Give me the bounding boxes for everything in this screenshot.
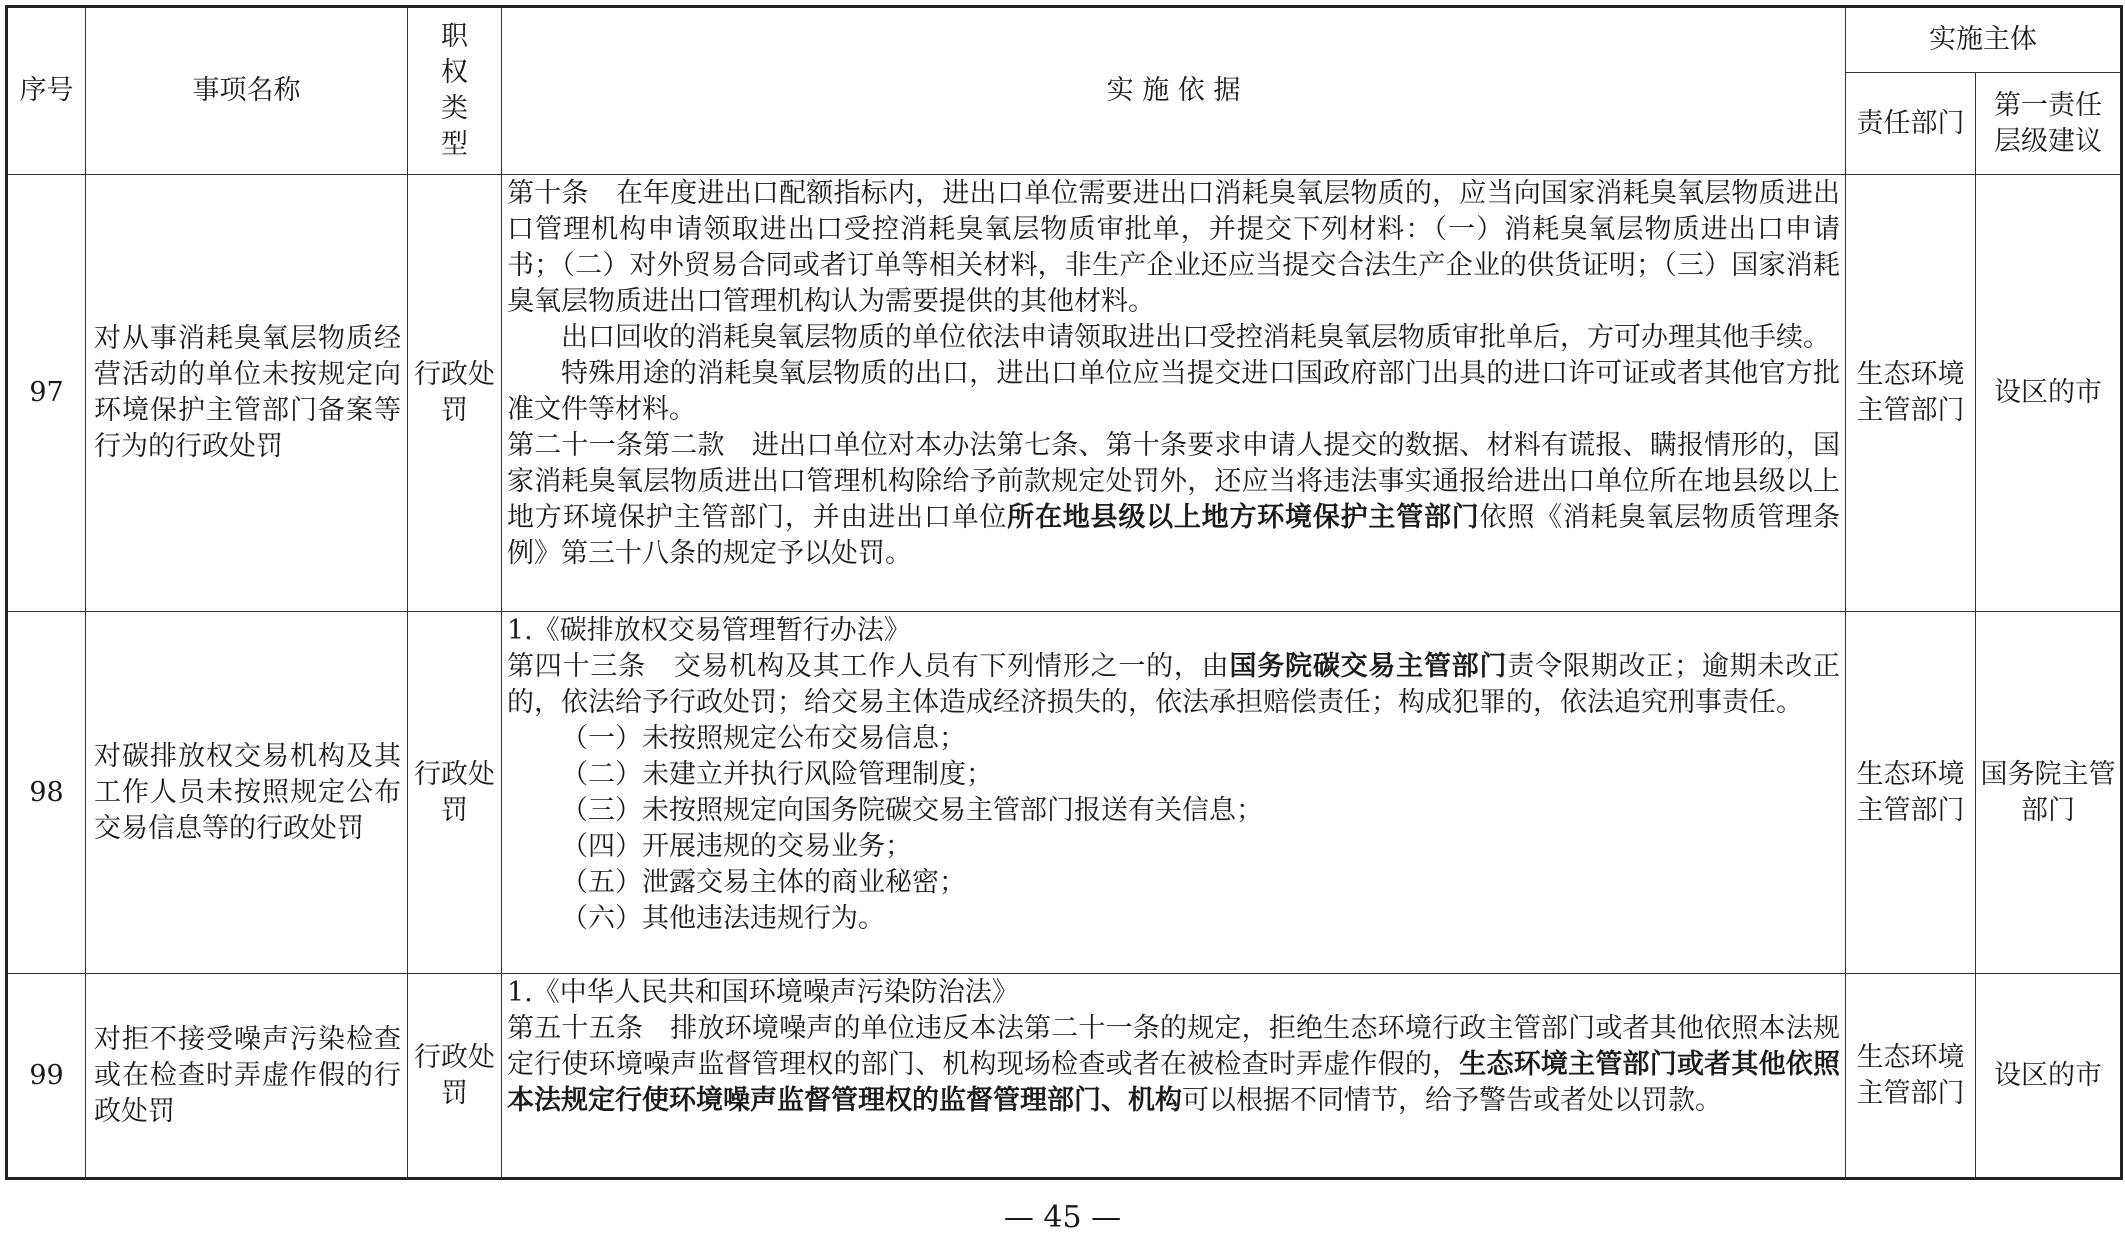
basis-paragraph [507, 428, 1840, 572]
row-basis [502, 175, 1846, 612]
basis-list-item: （六）其他违法违规行为。 [561, 903, 885, 934]
header-level: 第一责任层级建议 [1976, 73, 2122, 175]
row-type: 行政处罚 [408, 612, 502, 974]
basis-bold-text: 国务院碳交易主管部门 [1229, 651, 1508, 682]
basis-paragraph [507, 649, 1840, 721]
basis-text: 第五十五条 排放环境噪声的单位违反本法第二十一条的规定，拒绝生态环境行政主管部门或者其他依照本法规定行使环境噪声监督管理权的部门、机构现场检查或者在被检查时弄虚作假的， [507, 1013, 1840, 1080]
basis-text: 第四十三条 交易机构及其工作人员有下列情形之一的，由 [507, 651, 1230, 682]
enforcement-items-table [5, 5, 2123, 1180]
row-level: 国务院主管部门 [1976, 612, 2122, 974]
basis-list-item: （四）开展违规的交易业务； [561, 831, 912, 862]
basis-law-title: 1.《碳排放权交易管理暂行办法》 [507, 615, 911, 646]
basis-paragraph: 出口回收的消耗臭氧层物质的单位依法申请领取进出口受控消耗臭氧层物质审批单后，方可办理其他手续。 [561, 322, 1830, 353]
table-row [7, 175, 2122, 612]
basis-list-item: （一）未按照规定公布交易信息； [561, 723, 966, 754]
row-basis [502, 974, 1846, 1179]
basis-paragraph [507, 1011, 1840, 1119]
row-basis [502, 612, 1846, 974]
basis-paragraph: 特殊用途的消耗臭氧层物质的出口，进出口单位应当提交进口国政府部门出具的进口许可证或者其他官方批准文件等材料。 [507, 358, 1840, 425]
basis-text: 可以根据不同情节，给予警告或者处以罚款。 [1182, 1085, 1722, 1116]
basis-bold-text: 所在地县级以上地方环境保护主管部门 [1007, 502, 1480, 533]
basis-text: 第二十一条第二款 进出口单位对本办法第七条、第十条要求申请人提交的数据、材料有谎报、瞒报情形的，国家消耗臭氧层物质进出口管理机构除给予前款规定处罚外，还应当将违法事实通报给进出口单位所在地县级以上地方环境保护主管部门，并由进出口单位 [507, 430, 1840, 533]
row-item-name: 对从事消耗臭氧层物质经营活动的单位未按规定向环境保护主管部门备案等行为的行政处罚 [86, 175, 408, 612]
basis-paragraph: 第十条 在年度进出口配额指标内，进出口单位需要进出口消耗臭氧层物质的，应当向国家消耗臭氧层物质进出口管理机构申请领取进出口受控消耗臭氧层物质审批单，并提交下列材料：（一）消耗臭氧层物质进出口申请书；（二）对外贸易合同或者订单等相关材料，非生产企业还应当提交合法生产企业的供货证明；（三）国家消耗臭氧层物质进出口管理机构认为需要提供的其他材料。 [507, 178, 1840, 317]
row-level: 设区的市 [1976, 974, 2122, 1179]
row-level: 设区的市 [1976, 175, 2122, 612]
header-seq: 序号 [7, 7, 86, 175]
page-number: — 45 — [1003, 1200, 1122, 1235]
basis-list-item: （三）未按照规定向国务院碳交易主管部门报送有关信息； [561, 795, 1263, 826]
basis-law-title: 1.《中华人民共和国环境噪声污染防治法》 [507, 977, 1019, 1008]
header-name: 事项名称 [86, 7, 408, 175]
header-subject: 实施主体 [1846, 7, 2122, 73]
basis-list-item: （五）泄露交易主体的商业秘密； [561, 867, 966, 898]
row-type: 行政处罚 [408, 974, 502, 1179]
row-dept: 生态环境主管部门 [1846, 175, 1976, 612]
row-seq: 98 [7, 612, 86, 974]
table-row [7, 612, 2122, 974]
basis-list-item: （二）未建立并执行风险管理制度； [561, 759, 993, 790]
row-type: 行政处罚 [408, 175, 502, 612]
header-dept: 责任部门 [1846, 73, 1976, 175]
row-dept: 生态环境主管部门 [1846, 974, 1976, 1179]
row-dept: 生态环境主管部门 [1846, 612, 1976, 974]
header-basis: 实 施 依 据 [502, 7, 1846, 175]
basis-text: 责令限期改正；逾期未改正的，依法给予行政处罚；给交易主体造成经济损失的，依法承担赔偿责任；构成犯罪的，依法追究刑事责任。 [507, 651, 1841, 718]
row-item-name: 对拒不接受噪声污染检查或在检查时弄虚作假的行政处罚 [86, 974, 408, 1179]
header-type: 职权类型 [408, 7, 502, 175]
basis-text: 依照《消耗臭氧层物质管理条例》第三十八条的规定予以处罚。 [507, 502, 1841, 569]
row-item-name: 对碳排放权交易机构及其工作人员未按照规定公布交易信息等的行政处罚 [86, 612, 408, 974]
basis-bold-text: 生态环境主管部门或者其他依照本法规定行使环境噪声监督管理权的监督管理部门、机构 [507, 1049, 1841, 1116]
row-seq: 99 [7, 974, 86, 1179]
row-seq: 97 [7, 175, 86, 612]
table-row [7, 974, 2122, 1179]
